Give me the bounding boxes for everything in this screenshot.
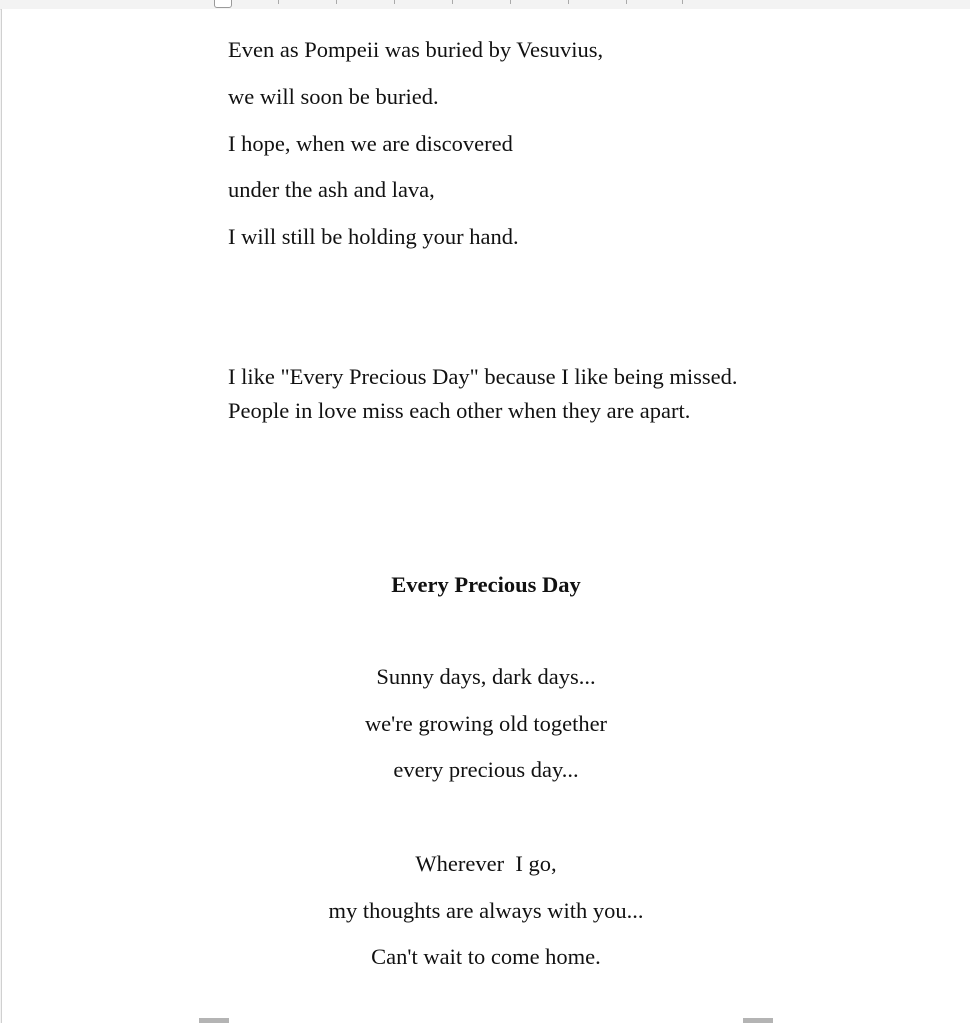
ruler-tick — [278, 0, 279, 4]
poem-line: Sunny days, dark days... — [376, 664, 596, 689]
ruler-tick — [682, 0, 683, 4]
ruler-indent-marker[interactable] — [214, 0, 232, 8]
poem-line: my thoughts are always with you... — [328, 898, 644, 923]
poem-line: we're growing old together — [364, 711, 608, 736]
ruler-tick — [394, 0, 395, 4]
poem-line: every precious day... — [393, 757, 579, 782]
intro-poem-line: we will soon be buried. — [228, 84, 439, 109]
ruler-tick — [510, 0, 511, 4]
ruler-tick — [336, 0, 337, 4]
poem-title: Every Precious Day — [391, 572, 581, 597]
page-margin-marker — [199, 1018, 229, 1023]
intro-poem-line: under the ash and lava, — [228, 177, 435, 202]
page-margin-marker — [743, 1018, 773, 1023]
poem-line: Can't wait to come home. — [371, 944, 601, 969]
comment-paragraph: I like "Every Precious Day" because I like being missed. People in love miss each other when they are apart. — [228, 364, 738, 423]
intro-poem-line: I will still be holding your hand. — [228, 224, 519, 249]
intro-poem-line: Even as Pompeii was buried by Vesuvius, — [228, 37, 604, 62]
ruler-tick — [452, 0, 453, 4]
ruler-tick — [568, 0, 569, 4]
poem-line: Wherever I go, — [415, 851, 557, 876]
intro-poem-line: I hope, when we are discovered — [228, 131, 513, 156]
ruler-tick — [626, 0, 627, 4]
